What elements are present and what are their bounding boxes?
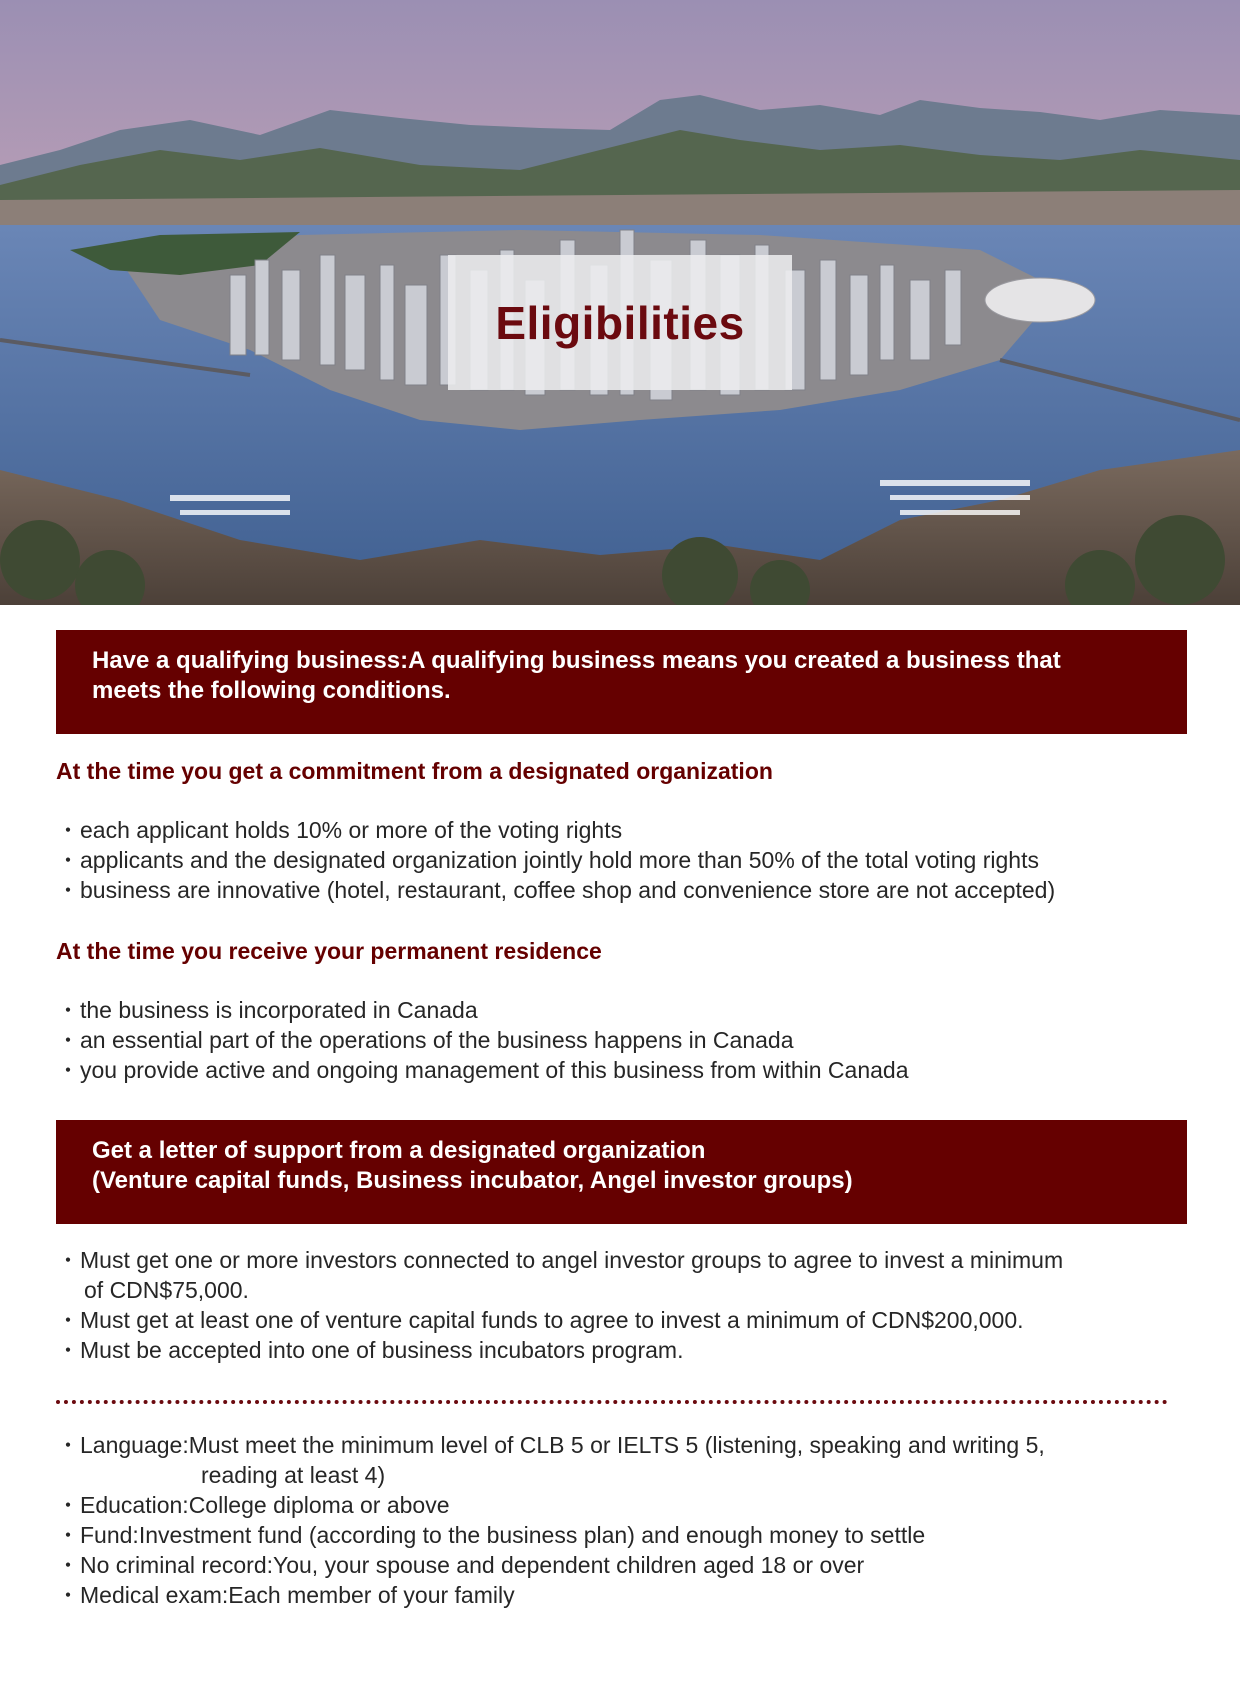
- commitment-heading: At the time you get a commitment from a designated organization: [56, 758, 773, 784]
- list-item: [56, 1245, 1063, 1305]
- dotted-divider: [56, 1400, 1168, 1404]
- permanent-residence-list: [56, 995, 909, 1085]
- list-item-criminal-record: ・ No criminal record:You, your spouse and dependent children aged 18 or over: [56, 1550, 1045, 1580]
- banner-line: meets the following conditions.: [92, 677, 451, 704]
- list-item: ・ applicants and the designated organization jointly hold more than 50% of the total voting rights: [56, 845, 1055, 875]
- list-item-fund: ・ Fund:Investment fund (according to the business plan) and enough money to settle: [56, 1520, 1045, 1550]
- list-item-language: [56, 1430, 1045, 1490]
- banner-line: (Venture capital funds, Business incubator, Angel investor groups): [92, 1167, 853, 1194]
- list-item-line: of CDN$75,000.: [84, 1277, 249, 1303]
- list-item: ・ an essential part of the operations of the business happens in Canada: [56, 1025, 909, 1055]
- list-item-medical: ・ Medical exam:Each member of your family: [56, 1580, 1045, 1610]
- list-item: ・ Must be accepted into one of business incubators program.: [56, 1335, 1063, 1365]
- list-item: ・ business are innovative (hotel, restaurant, coffee shop and convenience store are not accepted): [56, 875, 1055, 905]
- page-title: Eligibilities: [495, 296, 745, 349]
- language-line: reading at least 4): [201, 1462, 386, 1488]
- letter-of-support-banner: [56, 1120, 1187, 1224]
- hero-image: [0, 0, 1240, 605]
- list-item: ・ Must get at least one of venture capital funds to agree to invest a minimum of CDN$200,000.: [56, 1305, 1063, 1335]
- qualifying-business-banner: [56, 630, 1187, 734]
- commitment-list: [56, 815, 1055, 905]
- designated-organization-list: [56, 1245, 1063, 1365]
- title-panel: [448, 255, 792, 390]
- list-item-education: ・ Education:College diploma or above: [56, 1490, 1045, 1520]
- list-item: ・ the business is incorporated in Canada: [56, 995, 909, 1025]
- requirements-list: [56, 1430, 1045, 1610]
- banner-line: Have a qualifying business:A qualifying business means you created a business that: [92, 647, 1061, 674]
- permanent-residence-heading: At the time you receive your permanent residence: [56, 938, 602, 964]
- list-item-line: Must get one or more investors connected to angel investor groups to agree to invest a minimum: [80, 1247, 1064, 1273]
- language-line: Language:Must meet the minimum level of CLB 5 or IELTS 5 (listening, speaking and writing 5,: [80, 1432, 1045, 1458]
- list-item: ・ each applicant holds 10% or more of the voting rights: [56, 815, 1055, 845]
- banner-line: Get a letter of support from a designated organization: [92, 1137, 706, 1164]
- list-item: ・ you provide active and ongoing management of this business from within Canada: [56, 1055, 909, 1085]
